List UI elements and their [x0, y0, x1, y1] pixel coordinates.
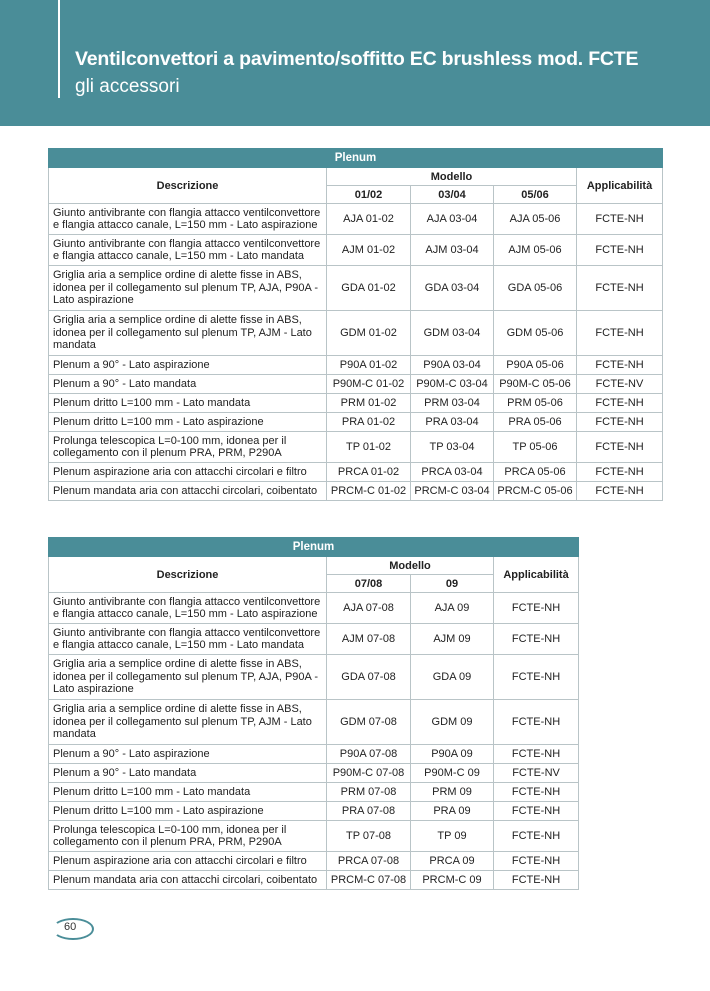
- table-row: [49, 375, 663, 394]
- model-code: TP 03-04: [411, 432, 494, 463]
- model-code: PRCA 09: [411, 852, 494, 871]
- table-row: [49, 852, 579, 871]
- model-code: TP 07-08: [327, 821, 411, 852]
- row-description: Griglia aria a semplice ordine di alette fisse in ABS, idonea per il collegamento sul plenum TP, AJA, P90A - Lato aspirazione: [49, 655, 327, 700]
- applicability: FCTE-NH: [577, 266, 663, 311]
- row-description: Plenum dritto L=100 mm - Lato aspirazione: [49, 802, 327, 821]
- applicability: FCTE-NH: [577, 394, 663, 413]
- row-description: Plenum dritto L=100 mm - Lato mandata: [49, 783, 327, 802]
- row-description: Griglia aria a semplice ordine di alette fisse in ABS, idonea per il collegamento sul plenum TP, AJA, P90A - Lato aspirazione: [49, 266, 327, 311]
- model-code: AJA 01-02: [327, 204, 411, 235]
- table-row: [49, 482, 663, 501]
- model-code: TP 01-02: [327, 432, 411, 463]
- model-code: AJA 05-06: [494, 204, 577, 235]
- table-row: [49, 764, 579, 783]
- col-header-size: 03/04: [411, 186, 494, 204]
- model-code: PRCM-C 09: [411, 871, 494, 890]
- table-row: [49, 432, 663, 463]
- model-code: P90A 01-02: [327, 356, 411, 375]
- applicability: FCTE-NH: [494, 700, 579, 745]
- row-description: Plenum a 90° - Lato aspirazione: [49, 745, 327, 764]
- model-code: PRCM-C 07-08: [327, 871, 411, 890]
- row-description: Plenum aspirazione aria con attacchi circolari e filtro: [49, 852, 327, 871]
- model-code: PRCA 07-08: [327, 852, 411, 871]
- col-header-size: 09: [411, 575, 494, 593]
- accessories-table-2: [48, 537, 579, 890]
- row-description: Giunto antivibrante con flangia attacco ventilconvettore e flangia attacco canale, L=150 mm - Lato mandata: [49, 235, 327, 266]
- model-code: AJM 05-06: [494, 235, 577, 266]
- col-header-applicability: Applicabilità: [494, 557, 579, 593]
- row-description: Griglia aria a semplice ordine di alette fisse in ABS, idonea per il collegamento sul plenum TP, AJM - Lato mandata: [49, 311, 327, 356]
- table-row: [49, 593, 579, 624]
- col-header-model: Modello: [327, 168, 577, 186]
- applicability: FCTE-NH: [577, 311, 663, 356]
- model-code: AJM 01-02: [327, 235, 411, 266]
- applicability: FCTE-NH: [577, 413, 663, 432]
- model-code: PRM 07-08: [327, 783, 411, 802]
- model-code: GDM 05-06: [494, 311, 577, 356]
- table-row: [49, 655, 579, 700]
- table-row: [49, 235, 663, 266]
- col-header-size: 05/06: [494, 186, 577, 204]
- applicability: FCTE-NH: [494, 655, 579, 700]
- row-description: Plenum aspirazione aria con attacchi circolari e filtro: [49, 463, 327, 482]
- model-code: PRCA 05-06: [494, 463, 577, 482]
- row-description: Griglia aria a semplice ordine di alette fisse in ABS, idonea per il collegamento sul plenum TP, AJM - Lato mandata: [49, 700, 327, 745]
- col-header-size: 01/02: [327, 186, 411, 204]
- model-code: GDM 01-02: [327, 311, 411, 356]
- applicability: FCTE-NH: [494, 871, 579, 890]
- model-code: P90A 05-06: [494, 356, 577, 375]
- model-code: PRM 05-06: [494, 394, 577, 413]
- row-description: Prolunga telescopica L=0-100 mm, idonea per il collegamento con il plenum PRA, PRM, P290A: [49, 432, 327, 463]
- applicability: FCTE-NH: [577, 432, 663, 463]
- applicability: FCTE-NH: [577, 463, 663, 482]
- applicability: FCTE-NH: [494, 783, 579, 802]
- row-description: Plenum mandata aria con attacchi circolari, coibentato: [49, 482, 327, 501]
- model-code: GDA 01-02: [327, 266, 411, 311]
- page-header: [0, 0, 710, 126]
- model-code: GDM 07-08: [327, 700, 411, 745]
- row-description: Plenum a 90° - Lato aspirazione: [49, 356, 327, 375]
- model-code: TP 05-06: [494, 432, 577, 463]
- model-code: P90M-C 03-04: [411, 375, 494, 394]
- model-code: GDM 09: [411, 700, 494, 745]
- model-code: PRA 03-04: [411, 413, 494, 432]
- model-code: GDM 03-04: [411, 311, 494, 356]
- page-number-badge: [52, 918, 92, 938]
- model-code: TP 09: [411, 821, 494, 852]
- row-description: Giunto antivibrante con flangia attacco ventilconvettore e flangia attacco canale, L=150 mm - Lato aspirazione: [49, 593, 327, 624]
- table-row: [49, 356, 663, 375]
- row-description: Plenum mandata aria con attacchi circolari, coibentato: [49, 871, 327, 890]
- applicability: FCTE-NH: [494, 593, 579, 624]
- row-description: Giunto antivibrante con flangia attacco ventilconvettore e flangia attacco canale, L=150 mm - Lato mandata: [49, 624, 327, 655]
- model-code: PRA 05-06: [494, 413, 577, 432]
- model-code: P90A 09: [411, 745, 494, 764]
- applicability: FCTE-NH: [494, 852, 579, 871]
- model-code: GDA 07-08: [327, 655, 411, 700]
- row-description: Giunto antivibrante con flangia attacco ventilconvettore e flangia attacco canale, L=150 mm - Lato aspirazione: [49, 204, 327, 235]
- table-row: [49, 745, 579, 764]
- model-code: P90M-C 01-02: [327, 375, 411, 394]
- model-code: AJM 09: [411, 624, 494, 655]
- model-code: P90M-C 05-06: [494, 375, 577, 394]
- model-code: PRA 01-02: [327, 413, 411, 432]
- applicability: FCTE-NH: [494, 624, 579, 655]
- model-code: PRA 07-08: [327, 802, 411, 821]
- header-rule: [58, 0, 60, 98]
- row-description: Prolunga telescopica L=0-100 mm, idonea per il collegamento con il plenum PRA, PRM, P290A: [49, 821, 327, 852]
- table-caption: Plenum: [49, 149, 663, 168]
- model-code: GDA 03-04: [411, 266, 494, 311]
- model-code: PRCM-C 01-02: [327, 482, 411, 501]
- applicability: FCTE-NH: [577, 482, 663, 501]
- model-code: AJA 09: [411, 593, 494, 624]
- model-code: PRCM-C 03-04: [411, 482, 494, 501]
- applicability: FCTE-NH: [577, 356, 663, 375]
- page-subtitle: gli accessori: [75, 76, 180, 97]
- model-code: P90M-C 07-08: [327, 764, 411, 783]
- table-row: [49, 783, 579, 802]
- model-code: P90M-C 09: [411, 764, 494, 783]
- model-code: AJA 07-08: [327, 593, 411, 624]
- model-code: PRM 09: [411, 783, 494, 802]
- model-code: PRCA 01-02: [327, 463, 411, 482]
- page-number: 60: [64, 921, 77, 933]
- table-row: [49, 802, 579, 821]
- applicability: FCTE-NV: [494, 764, 579, 783]
- applicability: FCTE-NH: [577, 235, 663, 266]
- row-description: Plenum a 90° - Lato mandata: [49, 764, 327, 783]
- model-code: AJA 03-04: [411, 204, 494, 235]
- col-header-size: 07/08: [327, 575, 411, 593]
- applicability: FCTE-NH: [494, 745, 579, 764]
- table-row: [49, 700, 579, 745]
- model-code: GDA 09: [411, 655, 494, 700]
- table-caption: Plenum: [49, 538, 579, 557]
- col-header-description: Descrizione: [49, 557, 327, 593]
- model-code: P90A 03-04: [411, 356, 494, 375]
- applicability: FCTE-NH: [494, 821, 579, 852]
- col-header-applicability: Applicabilità: [577, 168, 663, 204]
- page-title: Ventilconvettori a pavimento/soffitto EC brushless mod. FCTE: [75, 48, 639, 70]
- row-description: Plenum dritto L=100 mm - Lato aspirazione: [49, 413, 327, 432]
- col-header-description: Descrizione: [49, 168, 327, 204]
- table-row: [49, 204, 663, 235]
- model-code: AJM 07-08: [327, 624, 411, 655]
- model-code: PRCA 03-04: [411, 463, 494, 482]
- table-row: [49, 311, 663, 356]
- model-code: PRCM-C 05-06: [494, 482, 577, 501]
- model-code: PRM 03-04: [411, 394, 494, 413]
- table-row: [49, 413, 663, 432]
- table-row: [49, 821, 579, 852]
- table-row: [49, 394, 663, 413]
- model-code: PRA 09: [411, 802, 494, 821]
- row-description: Plenum dritto L=100 mm - Lato mandata: [49, 394, 327, 413]
- table-row: [49, 266, 663, 311]
- row-description: Plenum a 90° - Lato mandata: [49, 375, 327, 394]
- table-row: [49, 463, 663, 482]
- model-code: P90A 07-08: [327, 745, 411, 764]
- model-code: AJM 03-04: [411, 235, 494, 266]
- accessories-table-1: [48, 148, 663, 501]
- applicability: FCTE-NH: [577, 204, 663, 235]
- table-row: [49, 624, 579, 655]
- col-header-model: Modello: [327, 557, 494, 575]
- model-code: PRM 01-02: [327, 394, 411, 413]
- applicability: FCTE-NH: [494, 802, 579, 821]
- table-row: [49, 871, 579, 890]
- applicability: FCTE-NV: [577, 375, 663, 394]
- model-code: GDA 05-06: [494, 266, 577, 311]
